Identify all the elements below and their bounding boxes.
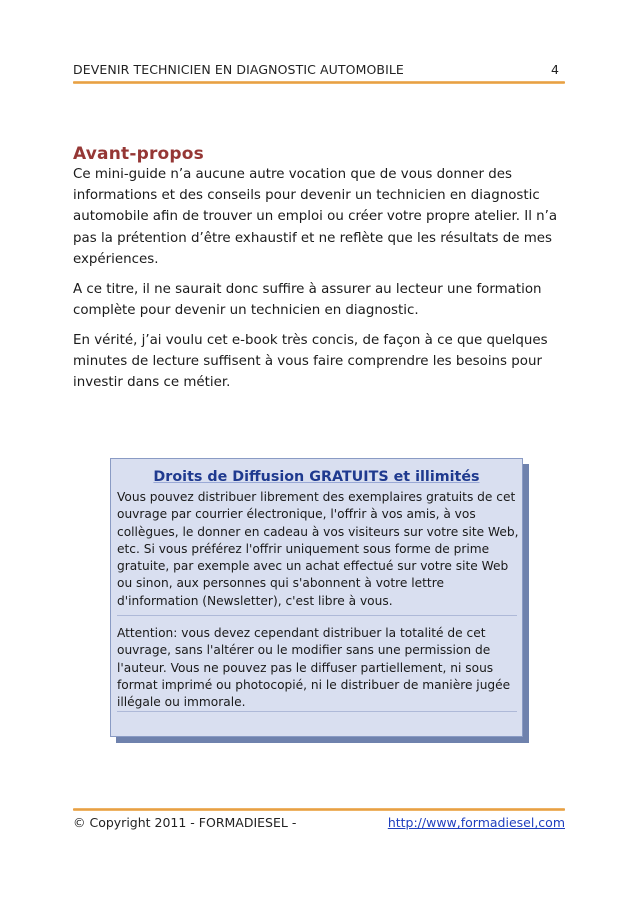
header-title: DEVENIR TECHNICIEN EN DIAGNOSTIC AUTOMOBILE [73, 62, 404, 77]
rights-box [110, 458, 523, 737]
page-number: 4 [550, 62, 559, 77]
section-title: Avant-propos [73, 144, 204, 164]
rights-box-paragraph: Vous pouvez distribuer librement des exemplaires gratuits de cet ouvrage par courrier électronique, l'offrir à vos amis, à vos collègues, le donner en cadeau à vos visiteurs sur votre site Web, etc. Si vous préférez l'offrir uniquement sous forme de prime gratuite, par exemple avec un achat effectué sur votre site Web ou sinon, aux personnes qui s'abonnent à votre lettre d'information (Newsletter), c'est libre à vous. [117, 490, 519, 608]
rights-box-title [111, 469, 522, 485]
copyright-text: © Copyright 2011 - FORMADIESEL - [73, 815, 297, 830]
header-rule [73, 81, 565, 84]
footer-rule [73, 808, 565, 811]
rights-box-divider [117, 711, 517, 712]
intro-paragraph: Ce mini-guide n’a aucune autre vocation que de vous donner des informations et des conseils pour devenir un technicien en diagnostic automobile afin de trouver un emploi ou créer votre propre atelier. Il n’a pas la prétention d’être exhaustif et ne reflète que les résultats de mes expériences. [73, 167, 558, 267]
page-footer [73, 815, 565, 833]
rights-box-divider [117, 615, 517, 616]
rights-box-warning: Attention: vous devez cependant distribuer la totalité de cet ouvrage, sans l'altérer ou le modifier sans une permission de l'auteur. Vous ne pouvez pas le diffuser partiellement, ni sous format imprimé ou photocopié, ni le distribuer de manière jugée illégale ou immorale. [117, 626, 511, 710]
page-header [73, 62, 559, 78]
website-link[interactable]: http://www,formadiesel,com [387, 815, 565, 830]
scope-paragraph: A ce titre, il ne saurait donc suffire à assurer au lecteur une formation complète pour devenir un technicien en diagnostic. [73, 282, 542, 319]
purpose-paragraph: En vérité, j’ai voulu cet e-book très concis, de façon à ce que quelques minutes de lecture suffisent à vous faire comprendre les besoins pour investir dans ce métier. [73, 333, 548, 391]
rights-box-title-text: Droits de Diffusion GRATUITS et illimités [153, 469, 480, 485]
